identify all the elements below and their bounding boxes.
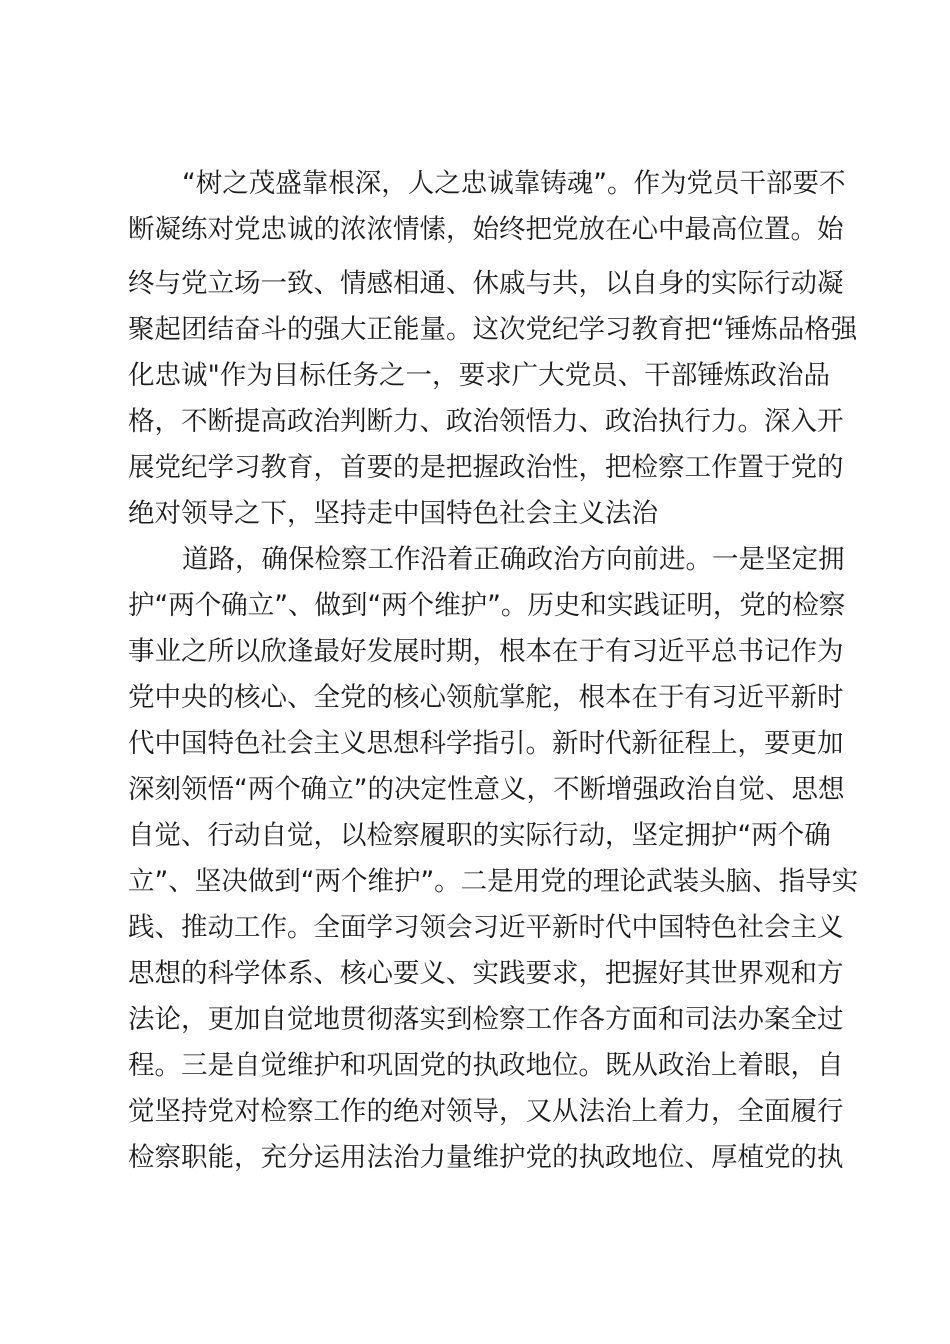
paragraph-2-line-11: 法论，更加自觉地贯彻落实到检察工作各方面和司法办案全过 (128, 1004, 844, 1035)
paragraph-1-line-5: 化忠诚"作为目标任务之一，要求广大党员、干部锤炼政治品 (128, 360, 830, 391)
paragraph-1-line-4: 聚起团结奋斗的强大正能量。这次党纪学习教育把“锤炼品格强 (128, 314, 858, 345)
paragraph-1-line-7: 展党纪学习教育，首要的是把握政治性，把检察工作置于党的 (128, 452, 844, 483)
paragraph-2-line-10: 思想的科学体系、核心要义、实践要求，把握好其世界观和方 (128, 958, 844, 989)
paragraph-1-line-6: 格，不断提高政治判断力、政治领悟力、政治执行力。深入开 (128, 406, 844, 437)
paragraph-1-line-2: 断凝练对党忠诚的浓浓情愫，始终把党放在心中最高位置。始 (128, 214, 844, 245)
paragraph-2-line-9: 践、推动工作。全面学习领会习近平新时代中国特色社会主义 (128, 912, 844, 943)
paragraph-2-line-1: 道路，确保检察工作沿着正确政治方向前进。一是坚定拥 (182, 544, 845, 575)
paragraph-1-line-1: “树之茂盛靠根深，人之忠诚靠铸魂”。作为党员干部要不 (182, 168, 846, 199)
paragraph-2-line-2: 护“两个确立”、做到“两个维护”。历史和实践证明，党的检察 (128, 590, 846, 621)
paragraph-2-line-12: 程。三是自觉维护和巩固党的执政地位。既从政治上着眼，自 (128, 1050, 844, 1081)
paragraph-2-line-4: 党中央的核心、全党的核心领航掌舵，根本在于有习近平新时 (128, 682, 844, 713)
paragraph-1-line-8: 绝对领导之下，坚持走中国特色社会主义法治 (128, 498, 658, 529)
paragraph-2-line-14: 检察职能，充分运用法治力量维护党的执政地位、厚植党的执 (128, 1142, 844, 1173)
paragraph-2-line-3: 事业之所以欣逢最好发展时期，根本在于有习近平总书记作为 (128, 636, 844, 667)
paragraph-2-line-13: 觉坚持党对检察工作的绝对领导，又从法治上着力，全面履行 (128, 1096, 844, 1127)
paragraph-2-line-7: 自觉、行动自觉，以检察履职的实际行动，坚定拥护“两个确 (128, 820, 831, 851)
paragraph-2-line-8: 立”、坚决做到“两个维护”。二是用党的理论武装头脑、指导实 (128, 866, 859, 897)
paragraph-2-line-6: 深刻领悟“两个确立”的决定性意义，不断增强政治自觉、思想 (128, 774, 845, 805)
paragraph-2-line-5: 代中国特色社会主义思想科学指引。新时代新征程上，要更加 (128, 728, 844, 759)
paragraph-1-line-3: 终与党立场一致、情感相通、休戚与共，以自身的实际行动凝 (128, 268, 844, 299)
